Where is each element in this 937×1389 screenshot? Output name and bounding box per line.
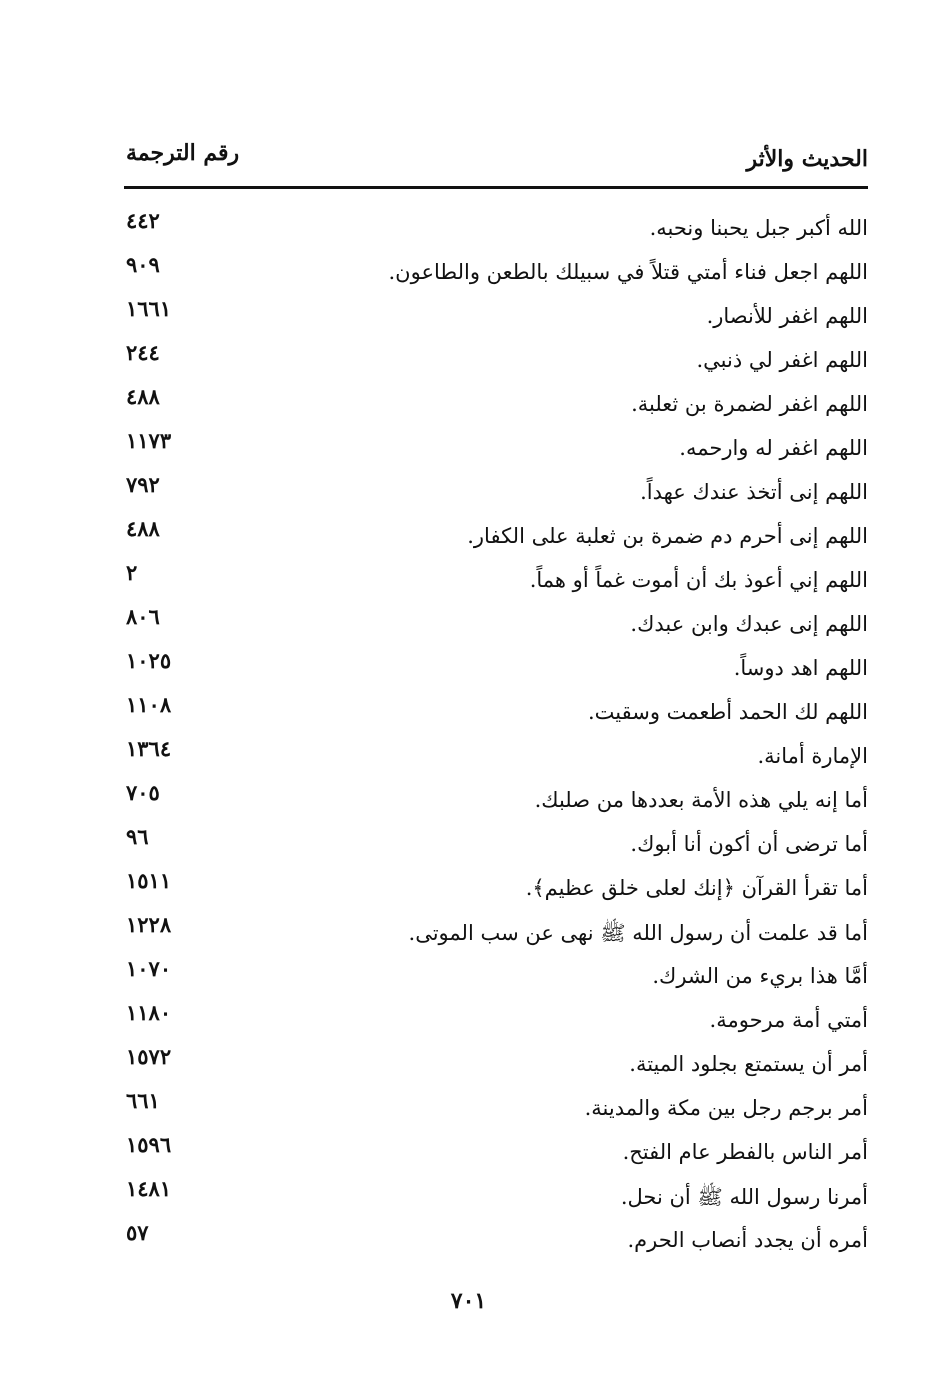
- index-entry: [122, 250, 868, 294]
- index-entry: [122, 822, 868, 866]
- index-entry: [122, 998, 868, 1042]
- page-header: [122, 138, 868, 186]
- index-entry: [122, 1174, 868, 1218]
- entry-text: أمتي أمة مرحومة.: [709, 1008, 868, 1032]
- entry-text: أمَّا هذا بريء من الشرك.: [652, 964, 868, 988]
- index-entry: [122, 690, 868, 734]
- entry-number: ١١٠٨: [126, 692, 172, 717]
- entry-text: اللهم اهد دوساً.: [733, 656, 868, 680]
- entry-text: اللهم إني أعوذ بك أن أموت غماً أو هماً.: [529, 568, 868, 592]
- entry-number: ٩٦: [126, 824, 149, 849]
- entry-text: اللهم اجعل فناء أمتي قتلاً في سبيلك بالطعن والطاعون.: [388, 260, 868, 284]
- entry-number: ١٤٨١: [126, 1176, 172, 1201]
- page-number: ٧٠١: [450, 1288, 487, 1314]
- index-list: [122, 206, 868, 1262]
- entry-text: أما ترضى أن أكون أنا أبوك.: [630, 832, 868, 856]
- entry-number: ٨٠٦: [126, 604, 160, 629]
- index-entry: [122, 646, 868, 690]
- entry-number: ٥٧: [126, 1220, 149, 1245]
- index-entry: [122, 382, 868, 426]
- index-entry: [122, 514, 868, 558]
- entry-text: اللهم إنى أحرم دم ضمرة بن ثعلبة على الكفار.: [467, 524, 868, 548]
- entry-text: أمر الناس بالفطر عام الفتح.: [622, 1140, 868, 1164]
- entry-text: اللهم إنى أتخذ عندك عهداً.: [640, 480, 868, 504]
- index-entry: [122, 338, 868, 382]
- entry-number: ٧٠٥: [126, 780, 160, 805]
- entry-text: اللهم اغفر للأنصار.: [706, 304, 868, 328]
- entry-number: ١١٨٠: [126, 1000, 172, 1025]
- entry-number: ١٥٧٢: [126, 1044, 172, 1069]
- entry-text: أما قد علمت أن رسول الله ﷺ نهى عن سب الموتى.: [408, 921, 868, 945]
- entry-number: ٤٨٨: [126, 516, 160, 541]
- entry-number: ٤٨٨: [126, 384, 160, 409]
- entry-number: ١٥١١: [126, 868, 172, 893]
- entry-number: ١٦٦١: [126, 296, 172, 321]
- entry-text: اللهم اغفر لي ذنبي.: [696, 348, 868, 372]
- index-entry: [122, 910, 868, 954]
- entry-text: اللهم اغفر لضمرة بن ثعلبة.: [631, 392, 868, 416]
- index-entry: [122, 558, 868, 602]
- entry-number: ٦٦١: [126, 1088, 160, 1113]
- index-entry: [122, 954, 868, 998]
- header-rule: [124, 186, 868, 189]
- entry-text: اللهم إنى عبدك وابن عبدك.: [630, 612, 868, 636]
- entry-number: ٩٠٩: [126, 252, 160, 277]
- entry-number: ١١٧٣: [126, 428, 172, 453]
- index-entry: [122, 1130, 868, 1174]
- entry-number: ١٠٧٠: [126, 956, 172, 981]
- entry-text: أما إنه يلي هذه الأمة بعددها من صلبك.: [534, 788, 868, 812]
- index-entry: [122, 1218, 868, 1262]
- entry-text: الإمارة أمانة.: [757, 744, 868, 768]
- entry-number: ٢٤٤: [126, 340, 160, 365]
- entry-text: أمرنا رسول الله ﷺ أن نحل.: [620, 1185, 868, 1209]
- entry-text: أمر برجم رجل بين مكة والمدينة.: [584, 1096, 868, 1120]
- index-entry: [122, 778, 868, 822]
- index-entry: [122, 602, 868, 646]
- entry-text: اللهم لك الحمد أطعمت وسقيت.: [587, 700, 868, 724]
- entry-text: أمر أن يستمتع بجلود الميتة.: [629, 1052, 868, 1076]
- entry-text: أمره أن يجدد أنصاب الحرم.: [627, 1228, 868, 1252]
- index-entry: [122, 734, 868, 778]
- index-entry: [122, 206, 868, 250]
- header-title: الحديث والأثر: [746, 146, 868, 172]
- index-entry: [122, 1042, 868, 1086]
- entry-text: أما تقرأ القرآن ﴿إنك لعلى خلق عظيم﴾.: [525, 876, 868, 900]
- index-entry: [122, 866, 868, 910]
- entry-number: ١٥٩٦: [126, 1132, 172, 1157]
- entry-number: ٢: [126, 560, 138, 585]
- entry-number: ٧٩٢: [126, 472, 160, 497]
- header-number-label: رقم الترجمة: [126, 140, 240, 166]
- index-entry: [122, 294, 868, 338]
- index-entry: [122, 1086, 868, 1130]
- entry-text: الله أكبر جبل يحبنا ونحبه.: [649, 216, 868, 240]
- entry-number: ٤٤٢: [126, 208, 160, 233]
- entry-number: ١٠٢٥: [126, 648, 172, 673]
- entry-number: ١٢٢٨: [126, 912, 172, 937]
- entry-number: ١٣٦٤: [126, 736, 172, 761]
- index-entry: [122, 426, 868, 470]
- entry-text: اللهم اغفر له وارحمه.: [679, 436, 868, 460]
- index-entry: [122, 470, 868, 514]
